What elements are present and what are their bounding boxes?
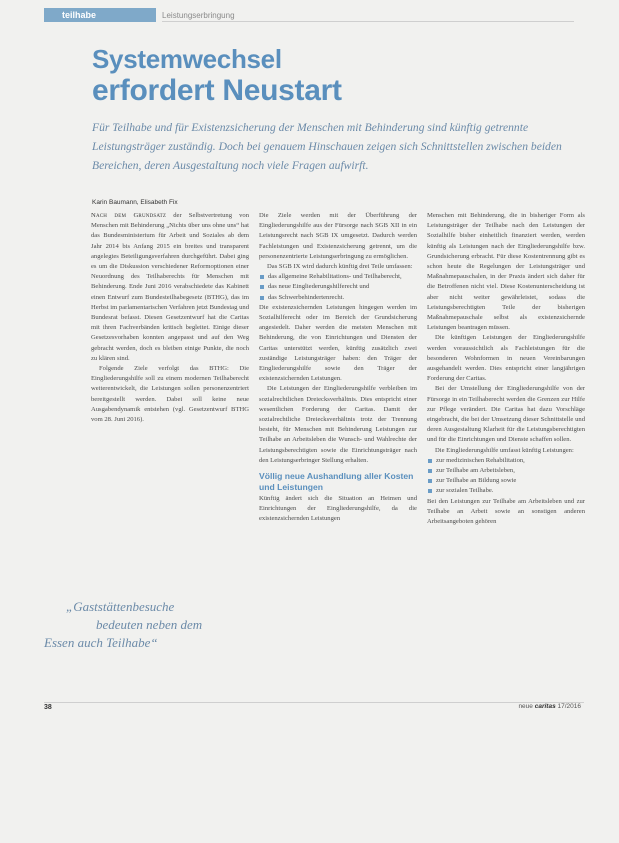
pull-quote-line: Essen auch Teilhabe“ <box>44 635 158 650</box>
list-item: das neue Eingliederungshilferecht und <box>259 282 417 292</box>
list-item: zur Teilhabe am Arbeitsleben, <box>427 466 585 476</box>
drop-caps-lead: Nach dem Grundsatz <box>91 212 167 219</box>
text-column-3 <box>427 211 585 527</box>
body-paragraph: Die künftigen Leistungen der Eingliederungshilfe werden voraussichtlich als Fachleistungen für die besonderen Wohnformen in neuen Vereinbarungen ausgehandelt werden. Dies entspricht einer langjährigen Forderung der Caritas. <box>427 334 585 383</box>
body-paragraph: Bei der Umstellung der Eingliederungshilfe von der Fürsorge in ein Teilhaberecht werden die Grenzen zur Hilfe zur Pflege verändert. Die Caritas hat dazu Vorschläge eingebracht, die bei der Umsetzung dieser Schnittstelle und deren Ausgestaltung Klarheit für die Leistungsberechtigten und für die Einrichtungen und Dienste schaffen sollen. <box>427 385 585 444</box>
body-paragraph: Die Eingliederungshilfe umfasst künftig Leistungen: <box>435 446 574 454</box>
bullet-square-icon <box>428 469 432 473</box>
body-paragraph: Die existenzsichernden Leistungen hingegen werden im Sozialhilferecht oder im Bereich der Grundsicherung angesiedelt. Daher werden die meisten Menschen mit Behinderung, die von Einrichtungen und Diensten der Caritas unterstützt werden, künftig zusätzlich zwei zuständige Leistungsträger haben: den Träger der Eingliederungshilfe sowie den Träger der existenzsichernden Leistungen. <box>259 303 417 383</box>
body-paragraph <box>91 211 249 364</box>
body-text: der Selbstvertretung von Menschen mit Behinderung „Nichts über uns ohne uns“ hat das Bundesministerium für Arbeit und Soziales ab dem Jahr 2014 bis Anfang 2015 ein breites und transparent angelegtes Beteiligungsverfahren durchgeführt. Dabei ging es um die Diskussion verschiedener Reformoptionen einer Neuordnung des Teilhaberechts für Menschen mit Behinderung. Ende Juni 2016 verabschiedete das Kabinett einen Entwurf zum Bundesteilhabegesetz (BTHG), das im Herbst im parlamentarischen Verfahren jetzt Bundestag und Bundesrat befasst. Diesen Gesetzentwurf hat die Caritas mit ihren Fachverbänden kritisch begleitet. Einige dieser Gesetzesvorhaben konnten angepasst und auf den Weg gebracht werden, doch es bleiben einige Punkte, die noch zu klären sind. <box>91 212 250 362</box>
bullet-square-icon <box>260 275 264 279</box>
footer-rule <box>44 702 584 703</box>
page-header <box>44 8 235 22</box>
bullet-list <box>259 272 417 303</box>
bullet-square-icon <box>428 479 432 483</box>
list-item: zur sozialen Teilhabe. <box>427 486 585 496</box>
bullet-square-icon <box>260 296 264 300</box>
bullet-square-icon <box>428 459 432 463</box>
text-column-1 <box>91 211 249 425</box>
body-paragraph: Folgende Ziele verfolgt das BTHG: Die Eingliederungshilfe soll zu einem modernen Teilhaberecht weiterentwickelt, die Leistungen sollen personenzentriert bereitgestellt werden. Dabei soll keine neue Ausgabendynamik entstehen (vgl. Gesetzentwurf BTHG vom 28. Juni 2016). <box>91 365 249 424</box>
headline-line-2: erfordert Neustart <box>92 74 342 107</box>
body-paragraph: Die Leistungen der Eingliederungshilfe verbleiben im sozialrechtlichen Dreiecksverhältnis. Dies entspricht einer wesentlichen Forderung der Caritas. Damit der sozialrechtliche Dreiecksverhältnis trotz der Trennung besteht, für Menschen mit Behinderung Leistungen zur Teilhabe an Arbeitsleben die Wunsch- und Wahlrechte der Leistungsberechtigten sowie die Einrichtungsträger nach den Leistungserbringer Stellung erhalten. <box>259 385 417 464</box>
body-paragraph: Künftig ändert sich die Situation an Heimen und Einrichtungen der Eingliederungshilfe, da die existenzsichernden Leistungen <box>259 495 417 523</box>
list-item: zur medizinischen Rehabilitation, <box>427 456 585 466</box>
authors: Karin Baumann, Elisabeth Fix <box>92 199 178 206</box>
magazine-name: caritas <box>534 703 556 710</box>
pull-quote-line: bedeuten neben dem <box>96 617 203 632</box>
body-paragraph: Bei den Leistungen zur Teilhabe am Arbeitsleben und zur Teilhabe an Arbeit sowie an sonstigen anderen Arbeitsangeboten gehören <box>427 497 585 526</box>
lead-paragraph: Für Teilhabe und für Existenzsicherung der Menschen mit Behinderung sind künftig getrennte Leistungsträger zuständig. Doch bei genauem Hinschauen zeigen sich Schnittstellen zwischen beiden Bereichen, deren Ausgestaltung noch viele Fragen aufwirft. <box>92 121 562 172</box>
bullet-square-icon <box>260 285 264 289</box>
body-paragraph: Menschen mit Behinderung, die in bisheriger Form als Leistungsträger der Teilhabe nach den Leistungen der Sozialhilfe bisher einheitlich finanziert werden, werden künftig als Leistungen nach der Eingliederungshilfe bzw. Grundsicherung erbracht. Für diese Kostentrennung gibt es schon heute die Regelungen der Leistungsträger und Maßnahmepauschalen, in der Praxis ändert sich daher für die Betroffenen nicht viel. Diese Kostenunterscheidung ist aber nicht weiter gewährleistet, sodass die Leistungsberechtigten Teile der bisherigen Maßnahmepauschale selbst als existenzsichernde Leistungen beantragen müssen. <box>427 212 585 332</box>
section-subrubric: Leistungserbringung <box>162 10 235 20</box>
headline-line-1: Systemwechsel <box>92 44 282 74</box>
list-item: das allgemeine Rehabilitations- und Teilhaberecht, <box>259 272 417 282</box>
body-paragraph: Das SGB IX wird dadurch künftig drei Teile umfassen: <box>267 263 413 271</box>
pull-quote-line: „Gaststättenbesuche <box>66 599 175 614</box>
magazine-prefix: neue <box>518 703 533 710</box>
text-column-2 <box>259 211 417 525</box>
pull-quote <box>40 598 245 652</box>
issue-number: 17/2016 <box>557 703 581 710</box>
header-rule <box>162 21 574 22</box>
magazine-footer <box>518 703 581 710</box>
bullet-square-icon <box>428 489 432 493</box>
list-item: zur Teilhabe an Bildung sowie <box>427 476 585 486</box>
bullet-list <box>427 456 585 497</box>
list-item: das Schwerbehindertenrecht. <box>259 293 417 303</box>
headline <box>92 44 592 108</box>
body-paragraph: Die Ziele werden mit der Überführung der Eingliederungshilfe aus der Fürsorge nach SGB XII in ein Leistungsrecht nach SGB IX umgesetzt. Dadurch werden Fachleistungen und Existenzsicherung getrennt, um die personenzentrierte Leistungserbringung zu ermöglichen. <box>259 212 417 260</box>
subheading: Völlig neue Aushandlung aller Kosten und Leistungen <box>259 471 414 492</box>
page-number: 38 <box>44 704 52 711</box>
section-rubric: teilhabe <box>44 8 156 22</box>
